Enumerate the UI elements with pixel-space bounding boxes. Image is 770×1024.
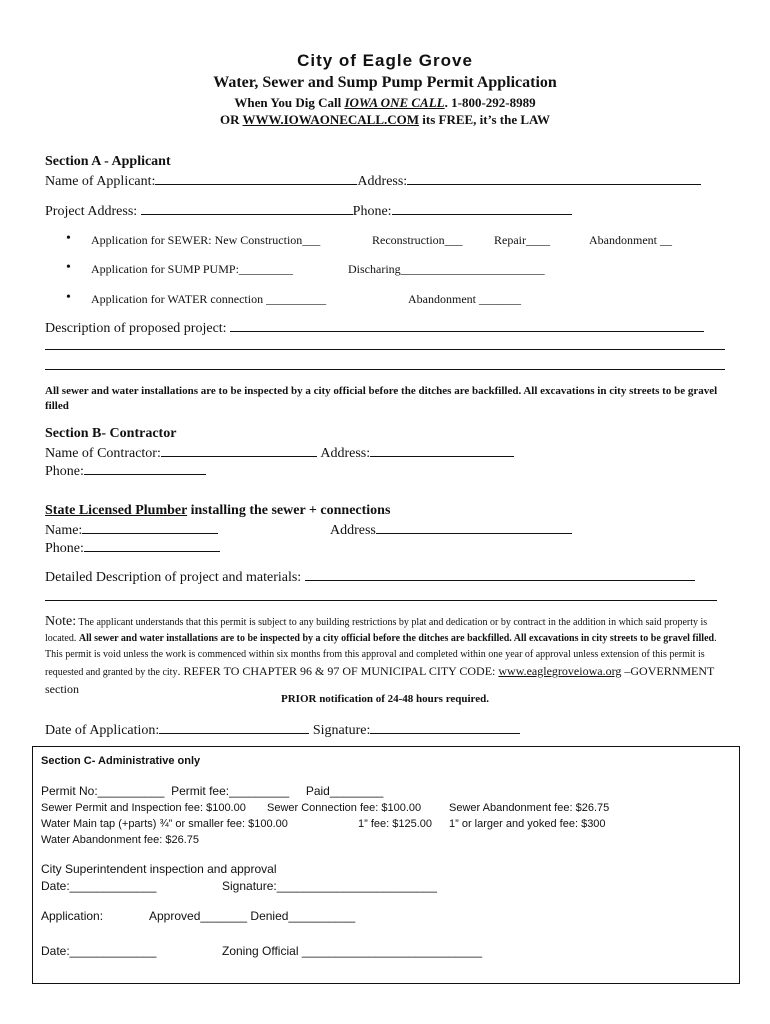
section-a-heading: Section A - Applicant (45, 154, 171, 169)
iowa-one-call-link[interactable]: IOWA ONE CALL (344, 95, 445, 110)
sewer-repair[interactable]: Repair____ (494, 233, 550, 247)
plumber-phone-label: Phone: (45, 541, 84, 556)
sewer-reconstruction[interactable]: Reconstruction___ (372, 233, 463, 247)
note-paragraph (45, 614, 725, 699)
sump-pump-application[interactable]: Application for SUMP PUMP:_________ (91, 262, 293, 276)
zoning-official[interactable]: Zoning Official ___________________________ (222, 944, 483, 958)
water-abandonment-fee: Water Abandonment fee: $26.75 (41, 834, 199, 846)
prior-notification: PRIOR notification of 24-48 hours required. (281, 693, 489, 705)
free-text: its FREE, it’s the LAW (419, 112, 550, 127)
superintendent-approval: City Superintendent inspection and approval (41, 862, 277, 876)
iowa-one-call-website[interactable]: WWW.IOWAONECALL.COM (242, 112, 420, 127)
contractor-phone-field[interactable] (84, 462, 206, 475)
larger-yoked-fee: 1” or larger and yoked fee: $300 (449, 818, 606, 830)
permit-number-row[interactable]: Permit No:__________ Permit fee:_________ Paid________ (41, 784, 384, 798)
dig-prefix: When You Dig Call (234, 95, 345, 110)
bullet-icon: • (66, 290, 71, 305)
applicant-name-label: Name of Applicant: (45, 174, 156, 189)
materials-line-2[interactable] (45, 600, 717, 601)
zoning-date[interactable]: Date:_____________ (41, 944, 157, 958)
contractor-address-label: Address: (320, 446, 371, 461)
bullet-icon: • (66, 260, 71, 275)
section-c-heading: Section C- Administrative only (41, 755, 201, 767)
sump-discharging[interactable]: Discharing________________________ (348, 262, 545, 276)
sewer-permit-fee: Sewer Permit and Inspection fee: $100.00 (41, 802, 246, 814)
project-phone-field[interactable] (392, 202, 572, 215)
water-main-tap-fee: Water Main tap (+parts) ¾” or smaller fee: $100.00 (41, 818, 288, 830)
project-phone-label: Phone: (352, 204, 392, 219)
dig-notice (0, 95, 770, 111)
city-code-link[interactable]: www.eaglegroveiowa.org (498, 664, 622, 678)
materials-row (45, 568, 695, 586)
description-line-3[interactable] (45, 369, 725, 370)
applicant-signature-label: Signature: (312, 723, 371, 738)
application-date-label: Date of Application: (45, 723, 160, 738)
approved-denied-fields[interactable]: Approved_______ Denied__________ (149, 909, 356, 923)
plumber-address-label: Address (330, 523, 376, 538)
contractor-name-field[interactable] (161, 444, 317, 457)
application-signature-row (45, 721, 520, 739)
city-title: City of Eagle Grove (297, 51, 473, 70)
application-date-field[interactable] (159, 721, 309, 734)
plumber-name-label: Name: (45, 523, 83, 538)
website-notice (0, 112, 770, 128)
inspection-notice: All sewer and water installations are to be inspected by a city official before the ditches are backfilled. All excavations in city streets to be gravel filled (45, 385, 718, 412)
plumber-phone-row (45, 539, 220, 557)
city-code-rest: –GOVERNMENT section (45, 664, 715, 696)
dig-phone: . 1-800-292-8989 (444, 95, 536, 110)
superintendent-signature[interactable]: Signature:________________________ (222, 879, 437, 893)
note-text-3: . REFER TO CHAPTER 96 & 97 OF MUNICIPAL CITY CODE: (177, 664, 499, 678)
project-address-field[interactable] (141, 202, 353, 215)
sewer-abandonment-fee: Sewer Abandonment fee: $26.75 (449, 802, 610, 814)
water-abandonment[interactable]: Abandonment _______ (408, 292, 521, 306)
applicant-address-label: Address: (357, 174, 408, 189)
project-address-label: Project Address: (45, 204, 138, 219)
application-status-label: Application: (41, 909, 104, 923)
applicant-address-field[interactable] (407, 172, 701, 185)
contractor-name-label: Name of Contractor: (45, 446, 161, 461)
description-line-2[interactable] (45, 349, 725, 350)
plumber-heading (45, 503, 390, 519)
project-description-field[interactable] (230, 319, 704, 332)
plumber-address-field[interactable] (376, 521, 572, 534)
one-inch-fee: 1” fee: $125.00 (358, 818, 433, 830)
contractor-address-field[interactable] (370, 444, 514, 457)
superintendent-date[interactable]: Date:_____________ (41, 879, 157, 893)
note-bold: All sewer and water installations are to be inspected by a city official before the ditches are backfilled. All excavations in city streets to be gravel filled (78, 633, 715, 644)
form-title: Water, Sewer and Sump Pump Permit Application (213, 74, 557, 91)
note-label: Note: (45, 614, 77, 629)
applicant-name-row (45, 172, 701, 190)
sewer-connection-fee: Sewer Connection fee: $100.00 (267, 802, 422, 814)
plumber-heading-rest: installing the sewer + connections (187, 503, 391, 518)
water-application[interactable]: Application for WATER connection __________ (91, 292, 327, 306)
applicant-signature-field[interactable] (370, 721, 520, 734)
project-description-row (45, 319, 704, 337)
section-b-heading: Section B- Contractor (45, 426, 177, 441)
plumber-heading-underlined: State Licensed Plumber (45, 503, 188, 518)
project-address-row (45, 202, 572, 220)
plumber-phone-field[interactable] (84, 539, 220, 552)
contractor-phone-label: Phone: (45, 464, 84, 479)
plumber-name-field[interactable] (82, 521, 218, 534)
contractor-phone-row (45, 462, 206, 480)
project-description-label: Description of proposed project: (45, 321, 227, 336)
note-text-2: . This permit is void unless the work is commenced within six months from this approval and completed within one year of approval unless extension of this permit is requested and granted by the city (45, 633, 717, 678)
applicant-name-field[interactable] (155, 172, 357, 185)
sewer-application[interactable]: Application for SEWER: New Construction___ (91, 233, 321, 247)
plumber-address-row (330, 521, 572, 539)
note-text-1: The applicant understands that this permit is subject to any building restrictions by plat and dedication or by contract in the addition in which said property is located. (45, 617, 708, 644)
plumber-name-row (45, 521, 218, 539)
bullet-icon: • (66, 231, 71, 246)
contractor-name-row (45, 444, 514, 462)
or-prefix: OR (220, 112, 243, 127)
section-c-box (32, 746, 740, 984)
materials-field[interactable] (305, 568, 695, 581)
materials-label: Detailed Description of project and materials: (45, 570, 302, 585)
sewer-abandonment[interactable]: Abandonment __ (589, 233, 672, 247)
